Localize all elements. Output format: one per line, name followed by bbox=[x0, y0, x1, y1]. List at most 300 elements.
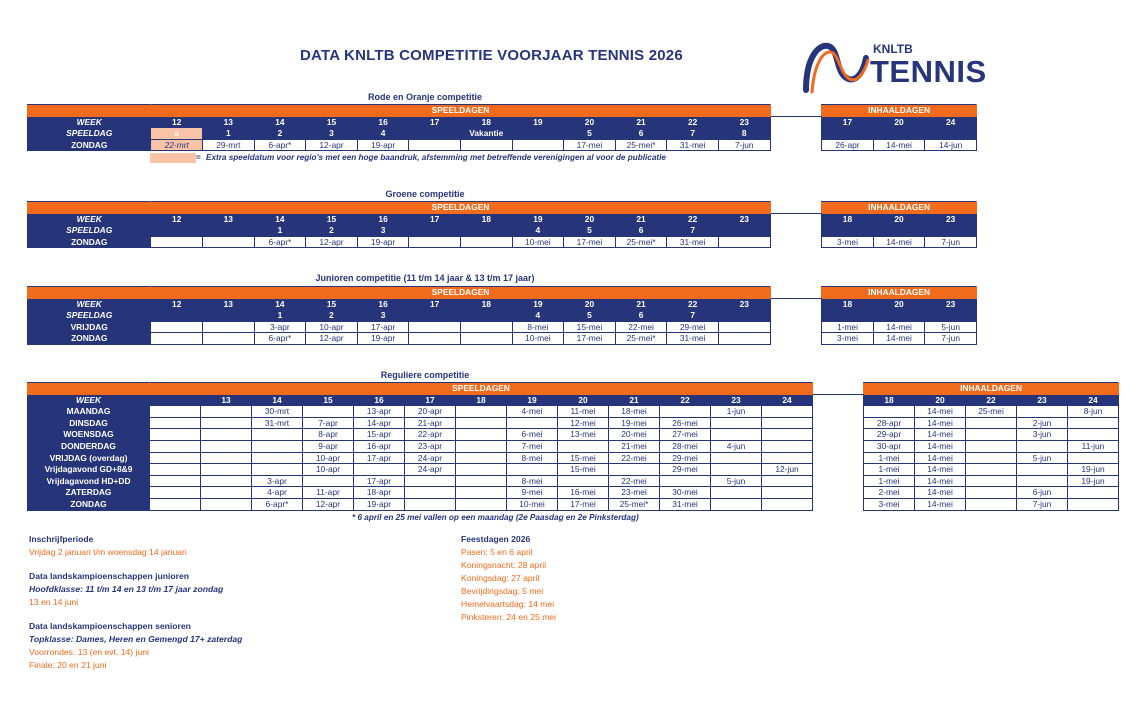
feestdagen-heading: Feestdagen 2026 bbox=[461, 534, 531, 544]
inhaal-date-cell bbox=[966, 429, 1017, 441]
date-cell bbox=[150, 440, 201, 452]
table-groene bbox=[27, 201, 977, 248]
date-cell: 19-apr bbox=[354, 498, 405, 510]
week-number: 17 bbox=[409, 116, 461, 128]
inhaal-date-cell bbox=[966, 498, 1017, 510]
date-cell bbox=[512, 139, 564, 151]
speeldag-number bbox=[718, 225, 770, 237]
lk-junioren-heading: Data landskampioenschappen junioren bbox=[29, 571, 189, 581]
date-cell bbox=[409, 236, 461, 248]
inhaal-week-number: 22 bbox=[966, 394, 1017, 406]
inhaal-date-cell bbox=[1068, 429, 1119, 441]
speeldag-inhaal-blank bbox=[873, 128, 925, 140]
date-cell bbox=[203, 333, 255, 345]
date-cell: 17-mei bbox=[564, 139, 616, 151]
speeldag-inhaal-blank bbox=[873, 225, 925, 237]
date-cell bbox=[456, 464, 507, 476]
info-left bbox=[29, 533, 359, 672]
date-cell bbox=[405, 475, 456, 487]
knltb-tennis-logo bbox=[800, 38, 987, 98]
week-number: 23 bbox=[718, 298, 770, 310]
date-cell: 15-apr bbox=[354, 429, 405, 441]
week-number: 16 bbox=[357, 298, 409, 310]
speeldagen-header: SPEELDAGEN bbox=[151, 202, 770, 214]
speeldag-number bbox=[203, 225, 255, 237]
vrijdag-row-label: VRIJDAG bbox=[28, 321, 151, 333]
date-cell: 18-apr bbox=[354, 487, 405, 499]
header-row bbox=[28, 383, 1119, 395]
speeldag-number bbox=[409, 225, 461, 237]
inhaal-date-cell: 26-apr bbox=[822, 139, 874, 151]
week-number: 13 bbox=[203, 213, 255, 225]
date-cell bbox=[150, 464, 201, 476]
date-cell: 11-mei bbox=[558, 406, 609, 418]
week-number: 20 bbox=[564, 116, 616, 128]
speeldag-number: 5 bbox=[564, 128, 616, 140]
inhaal-date-cell: 14-mei bbox=[873, 139, 925, 151]
inhaal-date-cell bbox=[1068, 417, 1119, 429]
date-cell bbox=[762, 417, 813, 429]
date-cell bbox=[150, 417, 201, 429]
date-cell: 15-mei bbox=[564, 321, 616, 333]
speeldag-inhaal-blank bbox=[925, 225, 977, 237]
date-cell: 4-apr bbox=[252, 487, 303, 499]
date-cell bbox=[201, 487, 252, 499]
inhaal-date-cell: 19-jun bbox=[1068, 475, 1119, 487]
date-cell: 21-apr bbox=[405, 417, 456, 429]
date-cell bbox=[354, 464, 405, 476]
week-number: 21 bbox=[615, 213, 667, 225]
inhaal-date-cell: 3-mei bbox=[822, 333, 874, 345]
date-cell: 31-mrt bbox=[252, 417, 303, 429]
week-number: 17 bbox=[405, 394, 456, 406]
week-number: 20 bbox=[558, 394, 609, 406]
week-number: 13 bbox=[201, 394, 252, 406]
date-cell bbox=[456, 440, 507, 452]
week-row bbox=[28, 213, 977, 225]
inhaal-week-number: 20 bbox=[873, 213, 925, 225]
week-number: 15 bbox=[306, 116, 358, 128]
date-cell: 31-mei bbox=[660, 498, 711, 510]
date-cell bbox=[203, 321, 255, 333]
speeldag-number: 7 bbox=[667, 310, 719, 322]
inhaal-date-cell: 14-mei bbox=[915, 417, 966, 429]
date-cell: 8-mei bbox=[512, 321, 564, 333]
gap-cell bbox=[813, 487, 864, 499]
speeldag-number: 1 bbox=[203, 128, 255, 140]
date-cell: 10-apr bbox=[303, 452, 354, 464]
inhaal-date-cell bbox=[864, 406, 915, 418]
inhaal-week-number: 18 bbox=[822, 298, 874, 310]
date-cell bbox=[201, 475, 252, 487]
inhaal-date-cell: 14-mei bbox=[873, 333, 925, 345]
date-cell bbox=[201, 452, 252, 464]
day-row bbox=[28, 498, 1119, 510]
speeldag-row bbox=[28, 225, 977, 237]
week-row bbox=[28, 116, 977, 128]
inhaal-date-cell: 29-apr bbox=[864, 429, 915, 441]
week-number: 19 bbox=[507, 394, 558, 406]
date-cell: 29-mei bbox=[667, 321, 719, 333]
speeldag-inhaal-blank bbox=[873, 310, 925, 322]
day-row bbox=[28, 440, 1119, 452]
date-cell bbox=[303, 406, 354, 418]
speeldag-label: SPEELDAG bbox=[28, 128, 151, 140]
week-number: 18 bbox=[456, 394, 507, 406]
inhaal-date-cell: 14-mei bbox=[915, 487, 966, 499]
feestdag-item: Koningsnacht: 28 april bbox=[461, 560, 547, 570]
date-cell: 24-apr bbox=[405, 452, 456, 464]
inhaal-date-cell: 1-mei bbox=[864, 475, 915, 487]
date-cell: 30-mrt bbox=[252, 406, 303, 418]
speeldag-inhaal-blank bbox=[925, 310, 977, 322]
inhaal-date-cell bbox=[966, 475, 1017, 487]
header-gap bbox=[770, 202, 822, 214]
week-number: 12 bbox=[151, 116, 203, 128]
date-cell bbox=[456, 417, 507, 429]
date-cell bbox=[711, 417, 762, 429]
week-number bbox=[150, 394, 201, 406]
date-cell bbox=[151, 333, 203, 345]
date-cell bbox=[609, 464, 660, 476]
info-right bbox=[461, 533, 711, 624]
date-cell bbox=[252, 452, 303, 464]
week-number: 12 bbox=[151, 298, 203, 310]
zondag-row bbox=[28, 333, 977, 345]
date-cell: 22-apr bbox=[405, 429, 456, 441]
inhaal-date-cell bbox=[1068, 487, 1119, 499]
week-number: 20 bbox=[564, 298, 616, 310]
gap-cell bbox=[813, 394, 864, 406]
date-cell bbox=[252, 429, 303, 441]
week-number: 16 bbox=[354, 394, 405, 406]
header-blank bbox=[28, 105, 151, 117]
inhaal-week-number: 18 bbox=[864, 394, 915, 406]
inhaaldagen-header: INHAALDAGEN bbox=[822, 287, 977, 299]
speeldag-number: Vakantie bbox=[460, 128, 512, 140]
gap-cell bbox=[770, 236, 822, 248]
date-cell: 3-apr bbox=[254, 321, 306, 333]
date-cell: 16-mei bbox=[558, 487, 609, 499]
date-cell: 22-mei bbox=[609, 452, 660, 464]
inhaal-date-cell: 14-mei bbox=[915, 498, 966, 510]
date-cell: 13-apr bbox=[354, 406, 405, 418]
tennis-swoosh-icon bbox=[800, 38, 872, 98]
week-number: 13 bbox=[203, 298, 255, 310]
date-cell bbox=[460, 139, 512, 151]
date-cell: 10-apr bbox=[306, 321, 358, 333]
date-cell bbox=[507, 417, 558, 429]
date-cell: 16-apr bbox=[354, 440, 405, 452]
section-title-reguliere: Reguliere competitie bbox=[380, 370, 470, 380]
date-cell: 24-apr bbox=[405, 464, 456, 476]
speeldag-inhaal-blank bbox=[822, 225, 874, 237]
date-cell: 31-mei bbox=[667, 333, 719, 345]
date-cell bbox=[201, 440, 252, 452]
date-cell: 14-apr bbox=[354, 417, 405, 429]
date-cell: 29-mrt bbox=[203, 139, 255, 151]
day-row bbox=[28, 452, 1119, 464]
date-cell bbox=[409, 333, 461, 345]
date-cell: 30-mei bbox=[660, 487, 711, 499]
speeldag-inhaal-blank bbox=[822, 128, 874, 140]
date-cell bbox=[303, 475, 354, 487]
header-row bbox=[28, 105, 977, 117]
speeldag-number: 3 bbox=[357, 225, 409, 237]
inhaal-date-cell: 5-jun bbox=[1017, 452, 1068, 464]
date-cell bbox=[460, 236, 512, 248]
date-cell bbox=[201, 464, 252, 476]
speeldag-number bbox=[512, 128, 564, 140]
week-number: 14 bbox=[252, 394, 303, 406]
week-row bbox=[28, 298, 977, 310]
inhaal-date-cell bbox=[966, 417, 1017, 429]
date-cell bbox=[150, 429, 201, 441]
date-cell: 10-mei bbox=[512, 236, 564, 248]
date-cell bbox=[507, 464, 558, 476]
speeldag-number bbox=[151, 225, 203, 237]
speeldag-number bbox=[718, 310, 770, 322]
day-row bbox=[28, 406, 1119, 418]
date-cell: 31-mei bbox=[667, 236, 719, 248]
speeldag-number: 4 bbox=[512, 225, 564, 237]
date-cell: 7-jun bbox=[718, 139, 770, 151]
speeldag-number: 3 bbox=[357, 310, 409, 322]
date-cell bbox=[252, 464, 303, 476]
date-cell: 1-jun bbox=[711, 406, 762, 418]
header-blank bbox=[28, 202, 151, 214]
date-cell: 8-mei bbox=[507, 452, 558, 464]
date-cell: 6-mei bbox=[507, 429, 558, 441]
date-cell: 12-apr bbox=[306, 333, 358, 345]
inhaal-date-cell: 14-mei bbox=[915, 464, 966, 476]
date-cell: 20-apr bbox=[405, 406, 456, 418]
speeldagen-header: SPEELDAGEN bbox=[150, 383, 813, 395]
week-number: 23 bbox=[711, 394, 762, 406]
date-cell bbox=[456, 452, 507, 464]
date-cell bbox=[558, 440, 609, 452]
date-cell bbox=[558, 475, 609, 487]
inschrijf-text: Vrijdag 2 januari t/m woensdag 14 januari bbox=[29, 547, 187, 557]
feestdag-item: Hemelvaartsdag: 14 mei bbox=[461, 599, 555, 609]
week-number: 12 bbox=[151, 213, 203, 225]
date-cell bbox=[252, 440, 303, 452]
inhaal-week-number: 20 bbox=[873, 298, 925, 310]
week-number: 13 bbox=[203, 116, 255, 128]
inhaal-date-cell: 14-mei bbox=[915, 440, 966, 452]
date-cell: 25-mei* bbox=[615, 139, 667, 151]
date-cell: 5-jun bbox=[711, 475, 762, 487]
zondag-row-label: ZONDAG bbox=[28, 333, 151, 345]
feestdag-item: Pasen: 5 en 6 april bbox=[461, 547, 533, 557]
lk-junioren-2: 13 en 14 juni bbox=[29, 597, 79, 607]
speeldag-number: 8 bbox=[718, 128, 770, 140]
week-label: WEEK bbox=[28, 394, 150, 406]
lk-senioren-3: Finale: 20 en 21 juni bbox=[29, 660, 107, 670]
day-label: Vrijdagavond HD+DD bbox=[28, 475, 150, 487]
date-cell bbox=[456, 429, 507, 441]
speeldagen-header: SPEELDAGEN bbox=[151, 105, 770, 117]
week-number: 21 bbox=[609, 394, 660, 406]
date-cell: 15-mei bbox=[558, 452, 609, 464]
speeldag-number: 7 bbox=[667, 225, 719, 237]
date-cell: 17-mei bbox=[564, 236, 616, 248]
date-cell: 17-mei bbox=[564, 333, 616, 345]
date-cell: 22-mei bbox=[615, 321, 667, 333]
date-cell: 28-mei bbox=[660, 440, 711, 452]
inhaal-date-cell: 11-jun bbox=[1068, 440, 1119, 452]
week-number: 14 bbox=[254, 116, 306, 128]
date-cell: 6-apr* bbox=[254, 236, 306, 248]
date-cell bbox=[460, 321, 512, 333]
date-cell bbox=[201, 406, 252, 418]
speeldag-number: 5 bbox=[564, 310, 616, 322]
header-blank bbox=[28, 383, 150, 395]
inhaal-week-number: 23 bbox=[925, 298, 977, 310]
inhaal-week-number: 20 bbox=[873, 116, 925, 128]
date-cell bbox=[718, 321, 770, 333]
table-reguliere bbox=[27, 382, 1119, 511]
date-cell: 21-mei bbox=[609, 440, 660, 452]
inhaal-date-cell: 14-mei bbox=[915, 475, 966, 487]
header-row bbox=[28, 202, 977, 214]
zondag-row bbox=[28, 236, 977, 248]
week-number: 19 bbox=[512, 213, 564, 225]
speeldag-number: 7 bbox=[667, 128, 719, 140]
date-cell: 19-apr bbox=[357, 139, 409, 151]
inhaal-date-cell: 2-mei bbox=[864, 487, 915, 499]
gap-cell bbox=[770, 139, 822, 151]
speeldagen-header: SPEELDAGEN bbox=[151, 287, 770, 299]
speeldag-inhaal-blank bbox=[822, 310, 874, 322]
gap-cell bbox=[770, 225, 822, 237]
date-cell: 12-jun bbox=[762, 464, 813, 476]
date-cell: 25-mei* bbox=[615, 333, 667, 345]
date-cell: 17-apr bbox=[357, 321, 409, 333]
date-cell: 10-mei bbox=[507, 498, 558, 510]
table-rode bbox=[27, 104, 977, 151]
logo-tennis-text: TENNIS bbox=[870, 54, 987, 89]
speeldag-number: 6 bbox=[615, 225, 667, 237]
day-row bbox=[28, 417, 1119, 429]
date-cell: 17-apr bbox=[354, 475, 405, 487]
week-label: WEEK bbox=[28, 213, 151, 225]
speeldag-number: 6 bbox=[615, 310, 667, 322]
date-cell bbox=[150, 498, 201, 510]
speeldag-number: 1 bbox=[254, 310, 306, 322]
inhaal-date-cell: 8-jun bbox=[1068, 406, 1119, 418]
inhaal-date-cell bbox=[1017, 440, 1068, 452]
week-number: 22 bbox=[667, 298, 719, 310]
date-cell: 19-apr bbox=[357, 333, 409, 345]
inhaal-date-cell: 28-apr bbox=[864, 417, 915, 429]
gap-cell bbox=[813, 498, 864, 510]
speeldag-number: 2 bbox=[306, 310, 358, 322]
inhaal-week-number: 23 bbox=[1017, 394, 1068, 406]
week-number: 18 bbox=[460, 116, 512, 128]
date-cell bbox=[762, 452, 813, 464]
inhaal-date-cell: 7-jun bbox=[925, 333, 977, 345]
date-cell bbox=[150, 406, 201, 418]
date-cell: 8-mei bbox=[507, 475, 558, 487]
date-cell: 17-apr bbox=[354, 452, 405, 464]
date-cell: 31-mei bbox=[667, 139, 719, 151]
date-cell bbox=[762, 429, 813, 441]
week-number: 22 bbox=[667, 116, 719, 128]
inhaal-date-cell: 14-mei bbox=[873, 236, 925, 248]
date-cell: 12-apr bbox=[306, 236, 358, 248]
speeldag-label: SPEELDAG bbox=[28, 310, 151, 322]
inhaal-date-cell: 1-mei bbox=[822, 321, 874, 333]
legend-swatch bbox=[150, 153, 196, 163]
date-cell: 11-apr bbox=[303, 487, 354, 499]
inhaal-date-cell bbox=[966, 464, 1017, 476]
date-cell: 7-apr bbox=[303, 417, 354, 429]
inhaaldagen-header: INHAALDAGEN bbox=[822, 202, 977, 214]
day-row bbox=[28, 475, 1119, 487]
date-cell bbox=[409, 139, 461, 151]
date-cell bbox=[460, 333, 512, 345]
speeldag-number bbox=[203, 310, 255, 322]
date-cell bbox=[762, 487, 813, 499]
date-cell: 4-jun bbox=[711, 440, 762, 452]
date-cell bbox=[405, 487, 456, 499]
date-cell bbox=[456, 487, 507, 499]
inhaal-date-cell: 19-jun bbox=[1068, 464, 1119, 476]
date-cell bbox=[718, 333, 770, 345]
date-cell: 23-mei bbox=[609, 487, 660, 499]
speeldag-row bbox=[28, 128, 977, 140]
date-cell: 29-mei bbox=[660, 464, 711, 476]
date-cell: 22-mrt bbox=[151, 139, 203, 151]
date-cell bbox=[762, 406, 813, 418]
inhaal-date-cell bbox=[966, 487, 1017, 499]
gap-cell bbox=[770, 116, 822, 128]
speeldag-number: 4 bbox=[512, 310, 564, 322]
week-number: 19 bbox=[512, 298, 564, 310]
day-label: VRIJDAG (overdag) bbox=[28, 452, 150, 464]
speeldag-label: SPEELDAG bbox=[28, 225, 151, 237]
speeldag-number bbox=[460, 310, 512, 322]
inhaal-date-cell: 1-mei bbox=[864, 464, 915, 476]
date-cell bbox=[762, 440, 813, 452]
inhaal-date-cell: 3-mei bbox=[864, 498, 915, 510]
date-cell: 12-mei bbox=[558, 417, 609, 429]
date-cell: 15-mei bbox=[558, 464, 609, 476]
date-cell: 19-apr bbox=[357, 236, 409, 248]
date-cell: 13-mei bbox=[558, 429, 609, 441]
week-number: 17 bbox=[409, 298, 461, 310]
speeldag-number: 2 bbox=[306, 225, 358, 237]
inhaal-date-cell: 2-jun bbox=[1017, 417, 1068, 429]
speeldag-row bbox=[28, 310, 977, 322]
vrijdag-row bbox=[28, 321, 977, 333]
week-number: 15 bbox=[306, 213, 358, 225]
legend-eq: = bbox=[196, 153, 201, 162]
speeldag-number: 3 bbox=[306, 128, 358, 140]
speeldag-number: 1 bbox=[254, 225, 306, 237]
lk-senioren-2: Voorrondes: 13 (en evt. 14) juni bbox=[29, 647, 149, 657]
date-cell: 17-mei bbox=[558, 498, 609, 510]
inhaal-week-number: 18 bbox=[822, 213, 874, 225]
week-number: 21 bbox=[615, 116, 667, 128]
lk-junioren-1: Hoofdklasse: 11 t/m 14 en 13 t/m 17 jaar zondag bbox=[29, 584, 224, 594]
date-cell bbox=[201, 498, 252, 510]
date-cell bbox=[150, 452, 201, 464]
inhaal-week-number: 24 bbox=[1068, 394, 1119, 406]
date-cell bbox=[456, 475, 507, 487]
inschrijf-heading: Inschrijfperiode bbox=[29, 534, 94, 544]
